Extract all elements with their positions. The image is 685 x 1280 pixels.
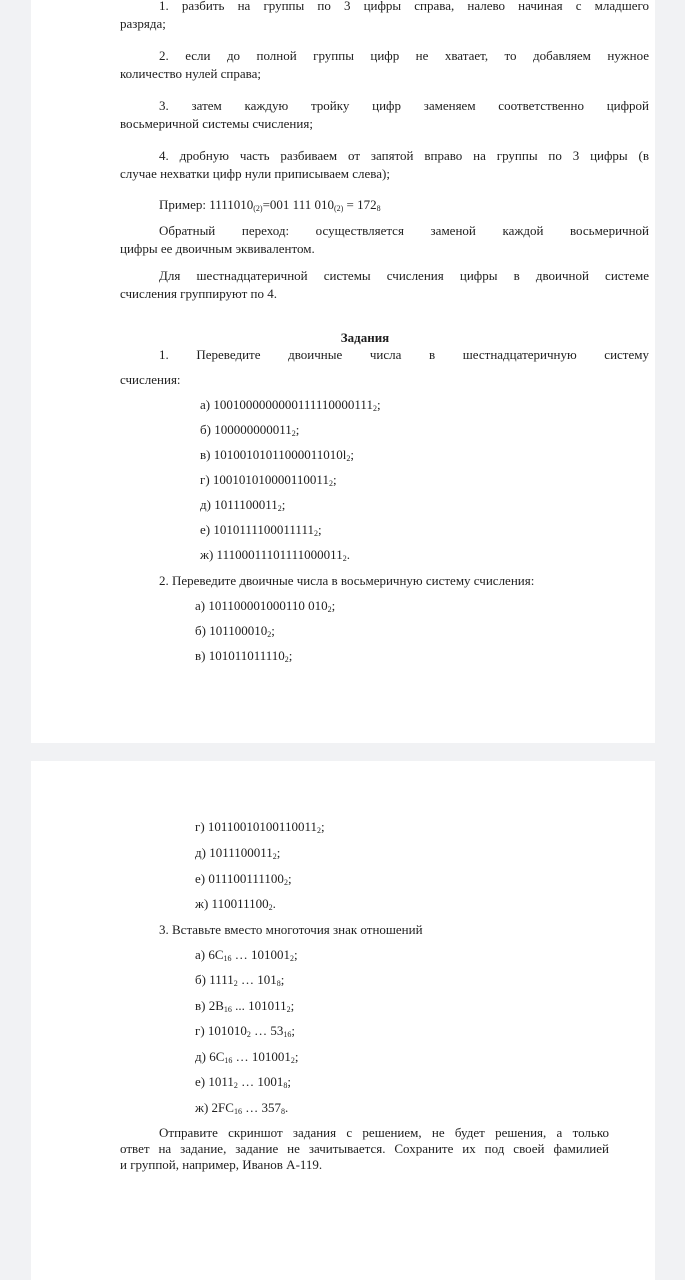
task-3-heading: 3. Вставьте вместо многоточия знак отношений bbox=[159, 922, 423, 937]
right-base: 16 bbox=[283, 1030, 292, 1039]
rule-3-line-2: восьмеричной системы счисления; bbox=[120, 116, 313, 131]
task-3-item bbox=[195, 972, 284, 988]
item-punct: ; bbox=[295, 422, 300, 437]
item-number: е) 011100111100 bbox=[195, 871, 284, 886]
submit-line-2: ответ на задание, задание не зачитывается. Сохраните их под своей фамилией bbox=[120, 1141, 609, 1156]
item-punct: ; bbox=[332, 472, 337, 487]
item-base: 2 bbox=[277, 504, 282, 513]
task-2-item bbox=[195, 819, 325, 835]
item-punct: ; bbox=[287, 871, 292, 886]
item-base: 2 bbox=[346, 454, 351, 463]
item-punct: ; bbox=[288, 648, 293, 663]
document-page-2 bbox=[31, 761, 655, 1280]
task-1-line-2: счисления: bbox=[120, 372, 181, 387]
task-3-item bbox=[195, 1023, 295, 1039]
rule-2-line-2: количество нулей справа; bbox=[120, 66, 262, 81]
item-number: ж) 11100011101111000011 bbox=[200, 547, 343, 562]
item-base: 2 bbox=[272, 852, 277, 861]
item-base: 2 bbox=[283, 878, 288, 887]
hex-line-2: счисления группируют по 4. bbox=[120, 286, 277, 301]
example-base-3: 8 bbox=[376, 204, 381, 213]
item-punct: ; bbox=[320, 819, 325, 834]
hex-line-1: Для шестнадцатеричной системы счисления цифры в двоичной системе bbox=[159, 268, 649, 283]
task-2-item bbox=[195, 871, 292, 887]
item-number: г) 100101010000110011 bbox=[200, 472, 329, 487]
right-value: ... 101011 bbox=[231, 998, 287, 1013]
item-base: 2 bbox=[342, 554, 347, 563]
submit-line-1: Отправите скриншот задания с решением, не будет решения, а только bbox=[159, 1125, 609, 1140]
example-label: Пример: 1111010 bbox=[159, 197, 254, 212]
left-value: г) 101010 bbox=[195, 1023, 247, 1038]
rule-1-line-2: разряда; bbox=[120, 16, 166, 31]
task-2-item bbox=[195, 623, 275, 639]
item-base: 2 bbox=[327, 605, 332, 614]
item-punct: ; bbox=[281, 497, 286, 512]
item-punct: ; bbox=[290, 998, 295, 1013]
right-base: 2 bbox=[286, 1005, 291, 1014]
item-punct: ; bbox=[287, 1074, 291, 1089]
reverse-line-2: цифры ее двоичным эквивалентом. bbox=[120, 241, 315, 256]
right-value: … 101001 bbox=[231, 947, 291, 962]
item-base: 2 bbox=[267, 630, 272, 639]
left-base: 16 bbox=[233, 1107, 242, 1116]
task-1-item bbox=[200, 447, 354, 463]
item-number: б) 100000000011 bbox=[200, 422, 292, 437]
item-number: в) 10100101011000011010l bbox=[200, 447, 347, 462]
item-base: 2 bbox=[316, 826, 321, 835]
item-number: е) 1010111100011111 bbox=[200, 522, 314, 537]
example-line bbox=[159, 197, 381, 213]
right-base: 8 bbox=[276, 979, 281, 988]
item-base: 2 bbox=[372, 404, 377, 413]
left-value: в) 2B bbox=[195, 998, 224, 1013]
left-base: 16 bbox=[223, 954, 232, 963]
left-base: 2 bbox=[246, 1030, 251, 1039]
item-number: в) 101011011110 bbox=[195, 648, 285, 663]
task-3-item bbox=[195, 1049, 299, 1065]
right-value: … 101 bbox=[237, 972, 277, 987]
item-punct: ; bbox=[350, 447, 354, 462]
item-punct: ; bbox=[331, 598, 336, 613]
task-3-item bbox=[195, 1074, 291, 1090]
item-punct: ; bbox=[294, 1049, 299, 1064]
right-value: … 53 bbox=[250, 1023, 284, 1038]
rule-4-line-2: случае нехватки цифр нули приписываем слева); bbox=[120, 166, 390, 181]
item-punct: ; bbox=[271, 623, 275, 638]
item-number: д) 1011100011 bbox=[200, 497, 278, 512]
item-punct: . bbox=[272, 896, 276, 911]
item-number: ж) 110011100 bbox=[195, 896, 269, 911]
item-base: 2 bbox=[313, 529, 318, 538]
item-punct: ; bbox=[294, 947, 298, 962]
task-3-item bbox=[195, 1100, 288, 1116]
item-punct: . bbox=[346, 547, 350, 562]
item-punct: ; bbox=[317, 522, 322, 537]
left-base: 2 bbox=[233, 979, 238, 988]
item-base: 2 bbox=[268, 903, 273, 912]
submit-line-3: и группой, например, Иванов А-119. bbox=[120, 1157, 323, 1172]
item-punct: . bbox=[284, 1100, 289, 1115]
reverse-line-1: Обратный переход: осуществляется заменой каждой восьмеричной bbox=[159, 223, 649, 238]
task-2-item bbox=[195, 896, 276, 912]
item-punct: ; bbox=[280, 972, 285, 987]
task-1-item bbox=[200, 497, 285, 513]
right-base: 8 bbox=[283, 1081, 288, 1090]
left-base: 2 bbox=[233, 1081, 238, 1090]
example-base-2: (2) bbox=[333, 204, 344, 213]
tasks-heading: Задания bbox=[340, 330, 390, 345]
rule-4-line-1: 4. дробную часть разбиваем от запятой вправо на группы по 3 цифры (в bbox=[159, 148, 649, 163]
right-base: 2 bbox=[290, 1056, 295, 1065]
task-2-item bbox=[195, 648, 292, 664]
item-number: а) 101100001000110 010 bbox=[195, 598, 328, 613]
task-2-heading: 2. Переведите двоичные числа в восьмеричную систему счисления: bbox=[159, 573, 535, 588]
task-1-item bbox=[200, 547, 350, 563]
left-value: б) 1111 bbox=[195, 972, 234, 987]
item-punct: ; bbox=[276, 845, 281, 860]
right-base: 2 bbox=[290, 954, 295, 963]
rule-1-line-1: 1. разбить на группы по 3 цифры справа, налево начиная с младшего bbox=[159, 0, 649, 13]
item-number: д) 1011100011 bbox=[195, 845, 273, 860]
left-base: 16 bbox=[223, 1005, 232, 1014]
task-2-item bbox=[195, 598, 335, 614]
example-groups: =001 111 010 bbox=[262, 197, 334, 212]
task-1-item bbox=[200, 422, 299, 438]
left-value: е) 1011 bbox=[195, 1074, 234, 1089]
item-number: г) 10110010100110011 bbox=[195, 819, 317, 834]
item-base: 2 bbox=[284, 655, 289, 664]
task-2-item bbox=[195, 845, 280, 861]
task-1-item bbox=[200, 397, 381, 413]
right-base: 8 bbox=[280, 1107, 285, 1116]
task-1-line-1: 1. Переведите двоичные числа в шестнадцатеричную систему bbox=[159, 347, 649, 362]
rule-3-line-1: 3. затем каждую тройку цифр заменяем соответственно цифрой bbox=[159, 98, 649, 113]
task-3-item bbox=[195, 947, 298, 963]
example-base-1: (2) bbox=[253, 204, 263, 213]
right-value: … 1001 bbox=[237, 1074, 284, 1089]
left-value: д) 6C bbox=[195, 1049, 225, 1064]
task-1-item bbox=[200, 522, 322, 538]
left-value: ж) 2FC bbox=[195, 1100, 234, 1115]
document-page-1 bbox=[31, 0, 655, 743]
right-value: … 101001 bbox=[232, 1049, 291, 1064]
item-number: б) 101100010 bbox=[195, 623, 268, 638]
task-3-item bbox=[195, 998, 294, 1014]
right-value: … 357 bbox=[241, 1100, 281, 1115]
item-base: 2 bbox=[291, 429, 296, 438]
item-number: а) 1001000000000111110000111 bbox=[200, 397, 373, 412]
item-punct: ; bbox=[291, 1023, 296, 1038]
item-punct: ; bbox=[376, 397, 381, 412]
rule-2-line-1: 2. если до полной группы цифр не хватает, то добавляем нужное bbox=[159, 48, 649, 63]
example-result: = 172 bbox=[343, 197, 377, 212]
item-base: 2 bbox=[328, 479, 333, 488]
left-value: а) 6C bbox=[195, 947, 224, 962]
left-base: 16 bbox=[224, 1056, 233, 1065]
task-1-item bbox=[200, 472, 337, 488]
